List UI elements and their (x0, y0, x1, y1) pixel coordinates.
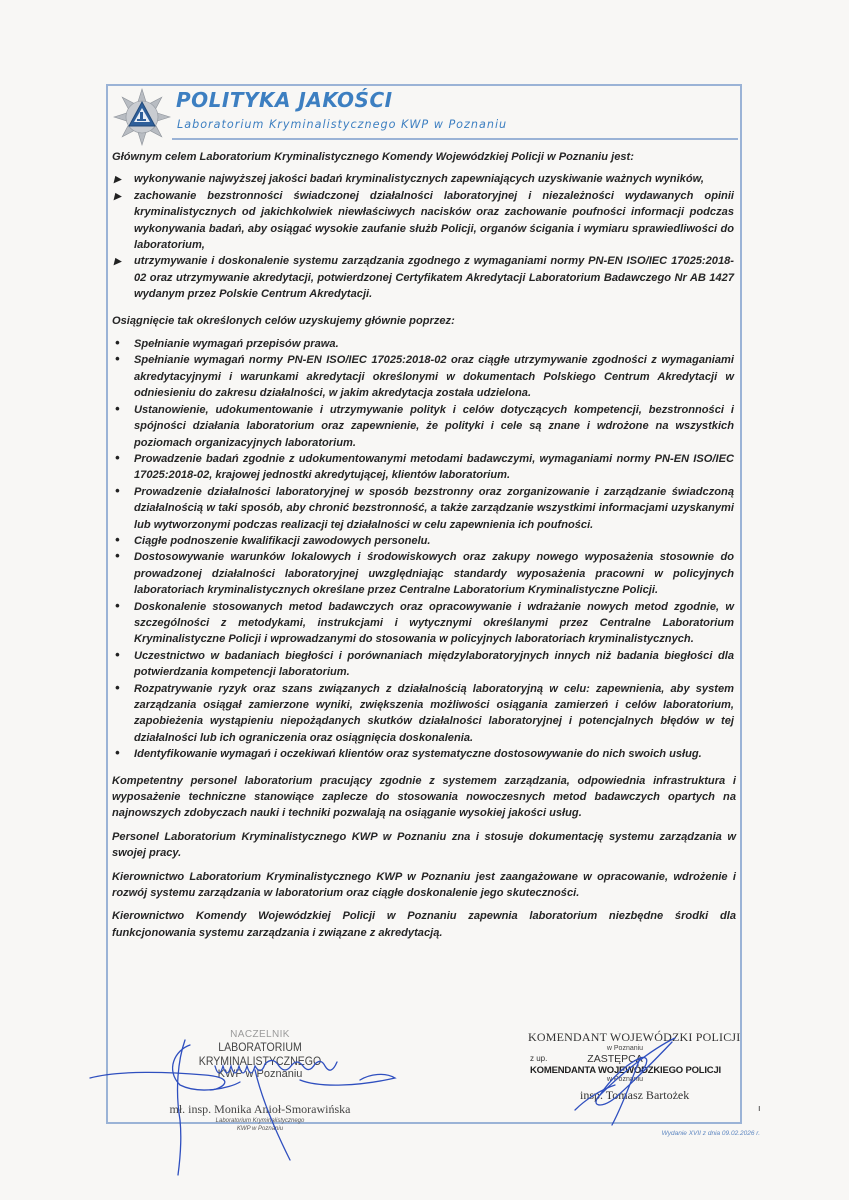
means-item (112, 336, 736, 352)
goal-text: zachowanie bezstronności świadczonej działalności laboratoryjnej i niezależności wydawanych opinii kryminalistycznych od jakichkolwiek niewłaściwych nacisków oraz zachowanie poufności informacji podczas wykonywania badań, aby osiągać wysokie zaufanie służb Policji, organów ścigania i wymiaru sprawiedliwości do laboratorium, (134, 189, 734, 252)
triangle-bullet-icon: ▶ (114, 174, 121, 185)
means-item (112, 746, 736, 762)
dot-bullet-icon: • (115, 531, 120, 547)
means-text: Prowadzenie badań zgodnie z udokumentowanymi metodami badawczymi, wymaganiami normy PN-EN ISO/IEC 17025:2018-02, krajowej jednostki akredytującej, klientów laboratorium. (134, 452, 734, 482)
goal-item (112, 171, 736, 187)
means-intro: Osiągnięcie tak określonych celów uzyskujemy głównie poprzez: (112, 314, 455, 327)
signature-stamp-lab-head (150, 1029, 370, 1133)
page-subtitle: Laboratorium Kryminalistycznego KWP w Poznaniu (177, 118, 508, 131)
dot-bullet-icon: • (115, 745, 120, 761)
signatory-name: insp. Tomasz Bartożek (580, 1088, 690, 1102)
dot-bullet-icon: • (115, 597, 120, 613)
stamp-title: KOMENDANT WOJEWÓDZKI POLICJI (528, 1030, 741, 1044)
means-text: Spełnianie wymagań normy PN-EN ISO/IEC 17025:2018-02 oraz ciągłe utrzymywanie zgodności z wymaganiami akredytacyjnymi i warunkami akredytacji określonymi w dokumentach Polskiego Centrum Akredytacji w odniesieniu do zakresu działalności, w jakim akredytacja została udzielona. (134, 354, 734, 400)
stamp-small-line: KWP w Poznaniu (236, 1126, 284, 1132)
edition-footer: Wydanie XVII z dnia 09.02.2026 r. (661, 1130, 760, 1137)
goal-text: wykonywanie najwyższej jakości badań kryminalistycznych zapewniających uzyskiwanie ważnych wyników, (134, 173, 704, 186)
means-text: Uczestnictwo w badaniach biegłości i porównaniach międzylaboratoryjnych innych niż badania biegłości dla potwierdzania kompetencji laboratorium. (134, 649, 734, 679)
dot-bullet-icon: • (115, 646, 120, 662)
policy-content (112, 146, 736, 941)
dot-bullet-icon: • (115, 351, 120, 367)
stamp-title: NACZELNIK (230, 1029, 290, 1040)
dot-bullet-icon: • (115, 449, 120, 465)
dot-bullet-icon: • (115, 482, 120, 498)
means-text: Identyfikowanie wymagań i oczekiwań klientów oraz systematyczne dostosowywanie do nich swoich usług. (134, 748, 702, 761)
means-text: Dostosowywanie warunków lokalowych i środowiskowych oraz zakupy nowego wyposażenia stosownie do prowadzonej działalności laboratoryjnej uwzględniając standardy wyposażenia pracowni w policyjnych laboratoriach kryminalistycznych określane przez Centralne Laboratorium Kryminalistyczne Policji. (134, 551, 734, 597)
means-item (112, 451, 736, 484)
signature-stamp-commander (520, 1030, 761, 1113)
dot-bullet-icon: • (115, 335, 120, 351)
means-item (112, 484, 736, 533)
stamp-city: KWP w Poznaniu (217, 1068, 303, 1080)
header-divider (172, 138, 738, 140)
intro-paragraph: Głównym celem Laboratorium Kryminalistycznego Komendy Wojewódzkiej Policji w Poznaniu jest: (112, 151, 634, 163)
paragraph-documentation: Personel Laboratorium Kryminalistycznego KWP w Poznaniu zna i stosuje dokumentację systemu zarządzania w swojej pracy. (112, 830, 736, 860)
stamp-city: w Poznaniu (606, 1045, 644, 1052)
means-item (112, 599, 736, 648)
goal-text: utrzymywanie i doskonalenie systemu zarządzania zgodnego z wymaganiami normy PN-EN ISO/IEC 17025:2018-02 oraz utrzymywanie akredytacji, potwierdzonej Certyfikatem Akredytacji Laboratorium Badawczego Nr AB 1427 wydanym przez Polskie Centrum Akredytacji. (134, 255, 734, 301)
means-text: Rozpatrywanie ryzyk oraz szans związanych z działalnością laboratoryjną w celu: zapewnienia, aby system zarządzania osiągał zamierzone wyniki, zwiększenia możliwości osiągania zamierzeń i celów laboratorium, zapobieżenia wystąpieniu niepożądanych skutków działalności laboratoryjnej i potencjalnych błędów w tej działalności lub ich ograniczenia oraz osiągnięcia doskonalenia. (134, 682, 734, 744)
means-text: Prowadzenie działalności laboratoryjnej w sposób bezstronny oraz zorganizowanie i zarządzanie świadczoną działalnością w taki sposób, aby chronić bezstronność, a także zarządzanie wszystkimi informacjami uzyskanymi lub wytworzonymi podczas realizacji tej działalności w celu zapewnienia ich poufności. (134, 485, 734, 531)
dot-bullet-icon: • (115, 400, 120, 416)
stamp-small-line: Laboratorium Kryminalistycznego (215, 1118, 305, 1124)
means-item (112, 681, 736, 747)
stamp-on-behalf: z up. (530, 1054, 548, 1063)
dot-bullet-icon: • (115, 679, 120, 695)
margin-mark: ı (758, 1103, 761, 1113)
police-star-laboratory-icon (113, 88, 171, 146)
paragraph-command-management: Kierownictwo Komendy Wojewódzkiej Policji w Poznaniu zapewnia laboratorium niezbędne środki dla funkcjonowania systemu zarządzania i związane z akredytacją. (112, 910, 736, 939)
means-item (112, 352, 736, 401)
means-item (112, 402, 736, 451)
means-text: Doskonalenie stosowanych metod badawczych oraz opracowywanie i wdrażanie nowych metod zgodnie, w szczególności z metodykami, instrukcjami i wytycznymi określanymi przez Centralne Laboratorium Kryminalistyczne Policji i wprowadzanymi do stosowania w policyjnych laboratoriach kryminalistycznych. (134, 600, 734, 646)
goal-item (112, 253, 736, 302)
paragraph-personnel-infrastructure: Kompetentny personel laboratorium pracujący zgodnie z systemem zarządzania, odpowiednia infrastruktura i wyposażenie techniczne stanowiące zaplecze do stosowania nowoczesnych metod badawczych opartych na najnowszych zdobyczach nauki i techniki pozwalają na osiąganie wysokiej jakości usług. (112, 774, 736, 820)
goals-list (112, 171, 736, 302)
stamp-deputy: ZASTĘPCA (587, 1053, 643, 1065)
stamp-city: w Poznaniu (606, 1076, 644, 1083)
stamp-deputy-title: KOMENDANTA WOJEWÓDZKIEGO POLICJI (530, 1065, 721, 1076)
triangle-bullet-icon: ▶ (114, 256, 121, 267)
means-text: Ustanowienie, udokumentowanie i utrzymywanie polityk i celów dotyczących kompetencji, bezstronności i spójności działania laboratorium oraz zapewnienie, że polityki i cele są znane i wdrożone na wszystkich poziomach organizacyjnych laboratorium. (134, 403, 734, 449)
means-list (112, 336, 736, 763)
paragraph-lab-management: Kierownictwo Laboratorium Kryminalistycznego KWP w Poznaniu jest zaangażowane w opracowanie, wdrożenie i rozwój systemu zarządzania w laboratorium oraz ciągłe doskonalenie jego skuteczności. (112, 870, 736, 900)
means-item (112, 549, 736, 598)
means-text: Ciągłe podnoszenie kwalifikacji zawodowych personelu. (134, 534, 431, 547)
page-title: POLITYKA JAKOŚCI (176, 88, 393, 112)
stamp-unit: LABORATORIUM KRYMINALISTYCZNEGO (198, 1040, 322, 1068)
goal-item (112, 188, 736, 254)
triangle-bullet-icon: ▶ (114, 190, 121, 201)
signatory-name: mł. insp. Monika Anioł-Smorawińska (169, 1102, 351, 1116)
means-item (112, 533, 736, 549)
means-text: Spełnianie wymagań przepisów prawa. (134, 338, 339, 351)
dot-bullet-icon: • (115, 548, 120, 564)
means-item (112, 648, 736, 681)
